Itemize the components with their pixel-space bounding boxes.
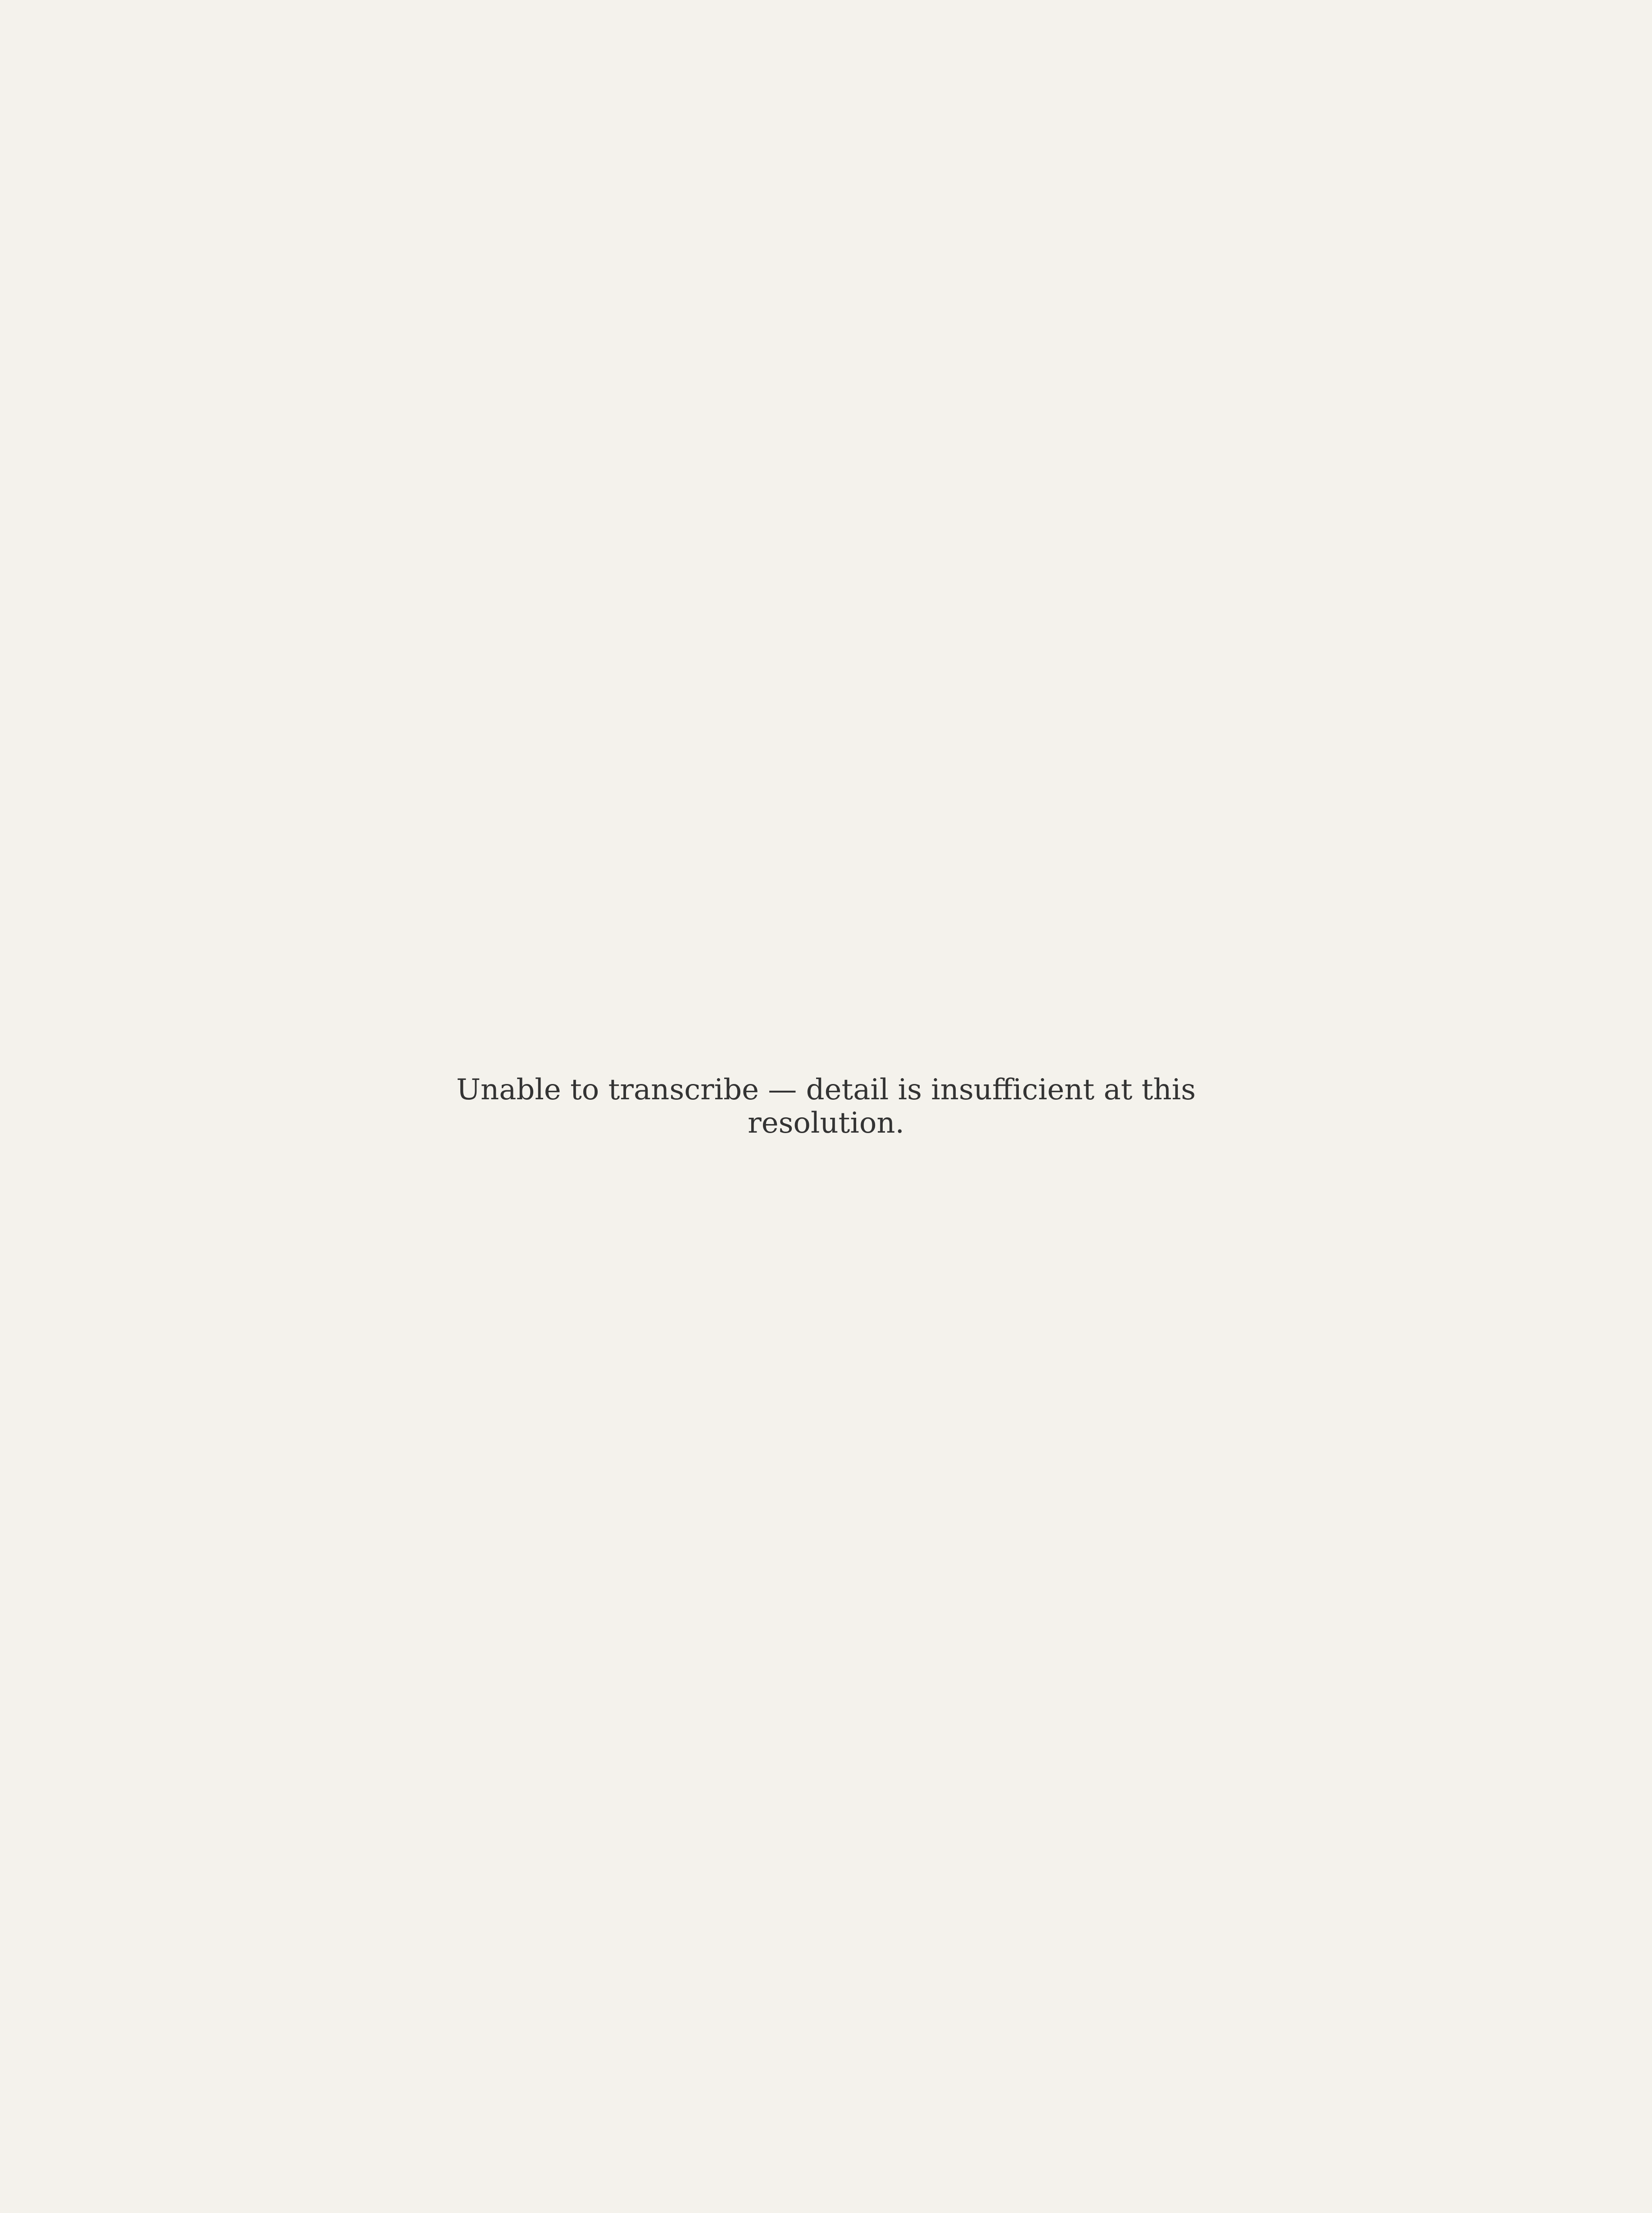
- transcription-notice: Unable to transcribe — detail is insufficient at this resolution.: [456, 1073, 1196, 1140]
